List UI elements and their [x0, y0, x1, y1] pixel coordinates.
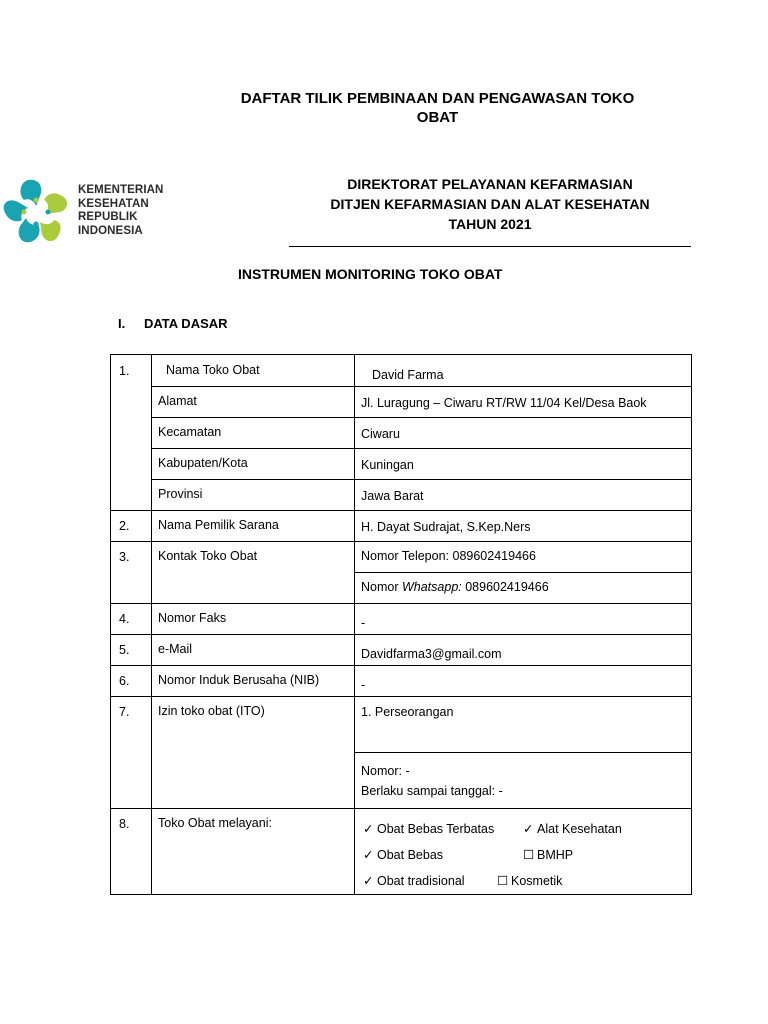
- row-number: 3.: [111, 542, 152, 604]
- service-alat-kesehatan[interactable]: [523, 816, 622, 843]
- table-row: [111, 542, 692, 573]
- row-number: 5.: [111, 635, 152, 666]
- whatsapp-label: Whatsapp:: [401, 580, 462, 594]
- value-nama-toko: David Farma: [355, 355, 692, 387]
- direktorat-line1: DIREKTORAT PELAYANAN KEFARMASIAN: [347, 176, 633, 192]
- kemenkes-logo: [0, 176, 170, 248]
- telepon-number: 089602419466: [452, 549, 536, 563]
- value-faks: -: [355, 604, 692, 635]
- document-title-line1: DAFTAR TILIK PEMBINAAN DAN PENGAWASAN TOKO: [240, 90, 635, 107]
- value-kabupaten: Kuningan: [355, 449, 692, 480]
- label-izin: Izin toko obat (ITO): [152, 697, 355, 809]
- service-label: BMHP: [537, 848, 574, 862]
- value-alamat: Jl. Luragung – Ciwaru RT/RW 11/04 Kel/Desa Baok: [355, 387, 692, 418]
- kemenkes-logo-icon: [0, 176, 72, 248]
- value-kecamatan: Ciwaru: [355, 418, 692, 449]
- table-row: [111, 449, 692, 480]
- label-nama-toko: Nama Toko Obat: [152, 355, 355, 387]
- value-telepon: [355, 542, 692, 573]
- section-title: DATA DASAR: [144, 316, 228, 331]
- table-row: [111, 809, 692, 895]
- row-number: 2.: [111, 511, 152, 542]
- table-row: [111, 387, 692, 418]
- data-dasar-table: [110, 354, 692, 895]
- row-number: 4.: [111, 604, 152, 635]
- logo-line2: KESEHATAN: [78, 197, 149, 210]
- service-obat-bebas[interactable]: [363, 842, 443, 869]
- value-izin-type: 1. Perseorangan: [355, 697, 692, 753]
- logo-line3: REPUBLIK: [78, 211, 138, 223]
- label-kecamatan: Kecamatan: [152, 418, 355, 449]
- label-alamat: Alamat: [152, 387, 355, 418]
- label-layanan: Toko Obat melayani:: [152, 809, 355, 895]
- checkbox-empty-icon: ☐: [497, 874, 509, 888]
- whatsapp-number: 089602419466: [461, 580, 549, 594]
- list-item: [363, 816, 691, 842]
- service-label: Alat Kesehatan: [537, 822, 622, 836]
- section-heading: [118, 316, 228, 331]
- service-bmhp[interactable]: [523, 842, 573, 869]
- row-number: 8.: [111, 809, 152, 895]
- row-number: 1.: [111, 355, 152, 511]
- value-nib: -: [355, 666, 692, 697]
- document-title-line2: OBAT: [416, 109, 459, 126]
- table-row: [111, 697, 692, 753]
- izin-nomor: Nomor: -: [361, 764, 410, 778]
- label-kontak: Kontak Toko Obat: [152, 542, 355, 604]
- check-icon: ✓: [363, 874, 374, 888]
- table-row: [111, 666, 692, 697]
- layanan-checklist: [355, 809, 692, 895]
- service-obat-tradisional[interactable]: [363, 868, 465, 895]
- logo-line1: KEMENTERIAN: [78, 184, 164, 196]
- direktorat-line2: DITJEN KEFARMASIAN DAN ALAT KESEHATAN: [330, 196, 650, 212]
- service-label: Obat Bebas: [377, 848, 444, 862]
- value-email: Davidfarma3@gmail.com: [355, 635, 692, 666]
- table-row: [111, 418, 692, 449]
- label-faks: Nomor Faks: [152, 604, 355, 635]
- value-whatsapp: [355, 573, 692, 604]
- check-icon: ✓: [363, 822, 374, 836]
- document-title: [200, 89, 675, 127]
- header-divider: [289, 246, 691, 247]
- table-row: [111, 355, 692, 387]
- table-row: [111, 480, 692, 511]
- logo-line4: INDONESIA: [78, 224, 143, 237]
- check-icon: ✓: [363, 848, 374, 862]
- label-pemilik: Nama Pemilik Sarana: [152, 511, 355, 542]
- whatsapp-prefix: Nomor: [361, 580, 402, 594]
- table-row: [111, 511, 692, 542]
- service-kosmetik[interactable]: [497, 868, 562, 895]
- section-number: I.: [118, 316, 126, 331]
- label-kabupaten: Kabupaten/Kota: [152, 449, 355, 480]
- label-email: e-Mail: [152, 635, 355, 666]
- service-label: Kosmetik: [511, 874, 563, 888]
- logo-wordmark: [78, 184, 163, 238]
- izin-berlaku: Berlaku sampai tanggal: -: [361, 784, 503, 798]
- direktorat-line3: TAHUN 2021: [448, 216, 532, 232]
- check-icon: ✓: [523, 822, 534, 836]
- value-pemilik: H. Dayat Sudrajat, S.Kep.Ners: [355, 511, 692, 542]
- label-provinsi: Provinsi: [152, 480, 355, 511]
- instrument-title: INSTRUMEN MONITORING TOKO OBAT: [238, 266, 503, 282]
- value-provinsi: Jawa Barat: [355, 480, 692, 511]
- label-nib: Nomor Induk Berusaha (NIB): [152, 666, 355, 697]
- list-item: [363, 842, 691, 868]
- row-number: 7.: [111, 697, 152, 809]
- list-item: [363, 868, 691, 894]
- service-obat-bebas-terbatas[interactable]: [363, 816, 494, 843]
- service-label: Obat Bebas Terbatas: [377, 822, 495, 836]
- value-izin-detail: [355, 753, 692, 809]
- table-row: [111, 635, 692, 666]
- checkbox-empty-icon: ☐: [523, 848, 535, 862]
- service-label: Obat tradisional: [377, 874, 465, 888]
- telepon-prefix: Nomor Telepon:: [361, 549, 453, 563]
- table-row: [111, 604, 692, 635]
- row-number: 6.: [111, 666, 152, 697]
- direktorat-heading: [290, 174, 690, 234]
